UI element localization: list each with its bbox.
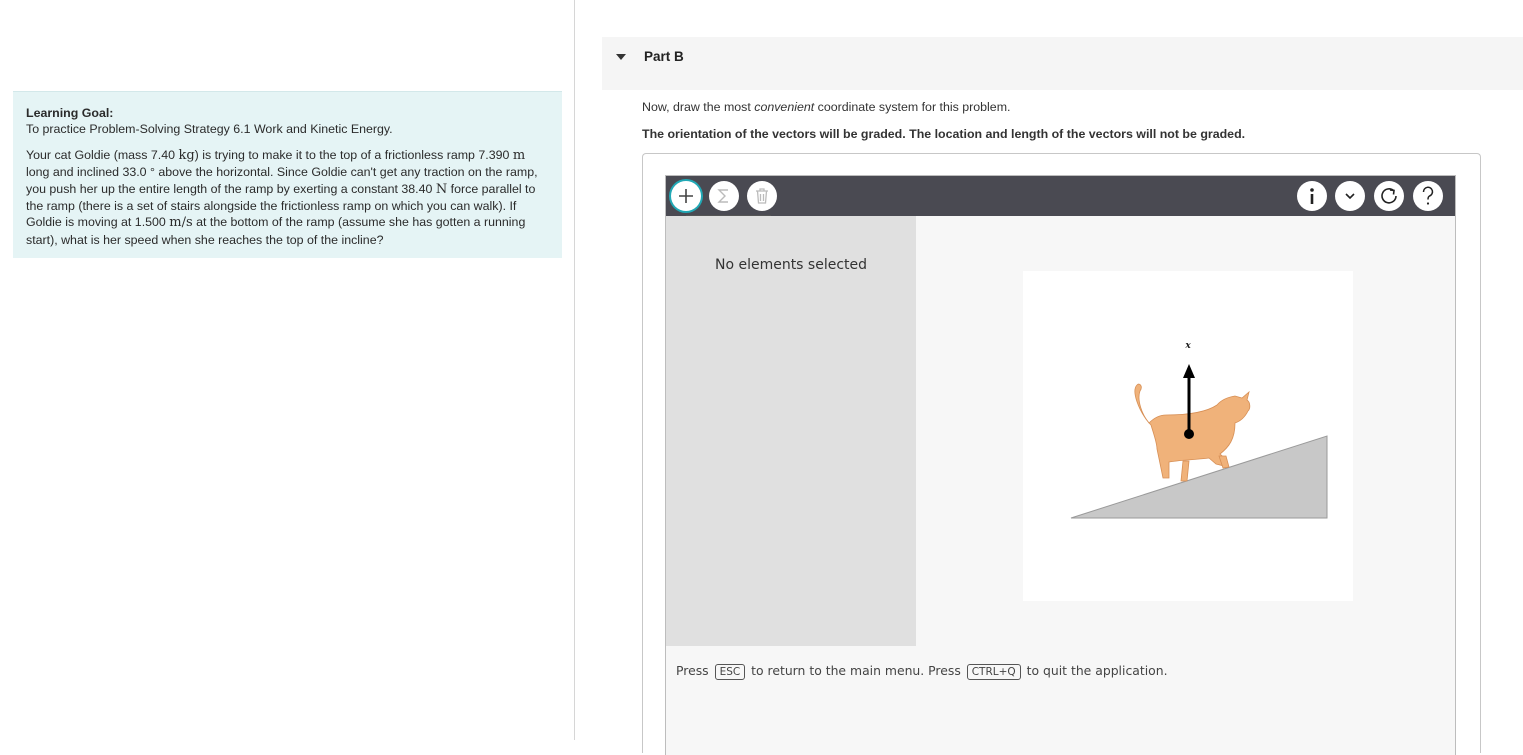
vector-label: x <box>1185 341 1191 351</box>
delete-button[interactable] <box>747 181 777 211</box>
unit-m: m <box>512 147 526 163</box>
part-b-header[interactable] <box>602 37 1523 90</box>
no-selection-text: No elements selected <box>714 257 868 273</box>
instruction-text: Now, draw the most convenient coordinate system for this problem. <box>642 100 1011 114</box>
right-pane <box>576 0 1523 740</box>
sum-vectors-button[interactable] <box>709 181 739 211</box>
goal-subtitle: To practice Problem-Solving Strategy 6.1 Work and Kinetic Energy. <box>26 122 393 137</box>
help-icon <box>1421 186 1435 206</box>
left-pane <box>0 0 575 740</box>
collapse-caret-icon[interactable] <box>616 54 626 60</box>
menu-dropdown-button[interactable] <box>1335 181 1365 211</box>
reset-button[interactable] <box>1374 181 1404 211</box>
trash-icon <box>755 188 769 204</box>
grading-note: The orientation of the vectors will be graded. The location and length of the vectors will not be graded. <box>642 127 1246 141</box>
keyboard-help-text: Press ESC to return to the main menu. Press CTRL+Q to quit the application. <box>676 663 1168 678</box>
unit-n: N <box>435 181 448 197</box>
element-properties-panel <box>666 216 916 646</box>
help-button[interactable] <box>1413 181 1443 211</box>
info-button[interactable] <box>1297 181 1327 211</box>
part-title: Part B <box>644 49 684 64</box>
ctrl-q-key: CTRL+Q <box>967 664 1021 680</box>
canvas-drawing <box>1023 271 1353 601</box>
add-element-button[interactable] <box>671 181 701 211</box>
drawing-tool <box>665 175 1456 755</box>
add-icon <box>677 187 695 205</box>
esc-key: ESC <box>715 664 746 680</box>
learning-goal-box <box>13 91 562 258</box>
info-icon <box>1305 187 1319 205</box>
unit-ms: m/s <box>169 215 193 231</box>
drawing-toolbar <box>666 176 1455 216</box>
problem-statement: Your cat Goldie (mass 7.40 kg) is trying to make it to the top of a frictionless ramp 7.390 m long and inclined 33.0 ° above the horizontal. Since Goldie can't get any traction on the ramp, you push her up the entire length of the ramp by exerting a constant 38.40 N force parallel to the ramp (there is a set of stairs alongside the frictionless ramp on which you can walk). If Goldie is moving at 1.500 m/s at the bottom of the ramp (assume she has gotten a running start), what is her speed when she reaches the top of the incline? <box>26 147 538 247</box>
drawing-canvas[interactable] <box>1023 271 1353 601</box>
goal-title: Learning Goal: <box>26 106 114 120</box>
sigma-icon <box>716 188 732 204</box>
chevron-down-icon <box>1343 191 1357 201</box>
drawing-tool-frame <box>642 153 1481 753</box>
unit-kg: kg <box>178 147 195 163</box>
reset-icon <box>1379 186 1399 206</box>
